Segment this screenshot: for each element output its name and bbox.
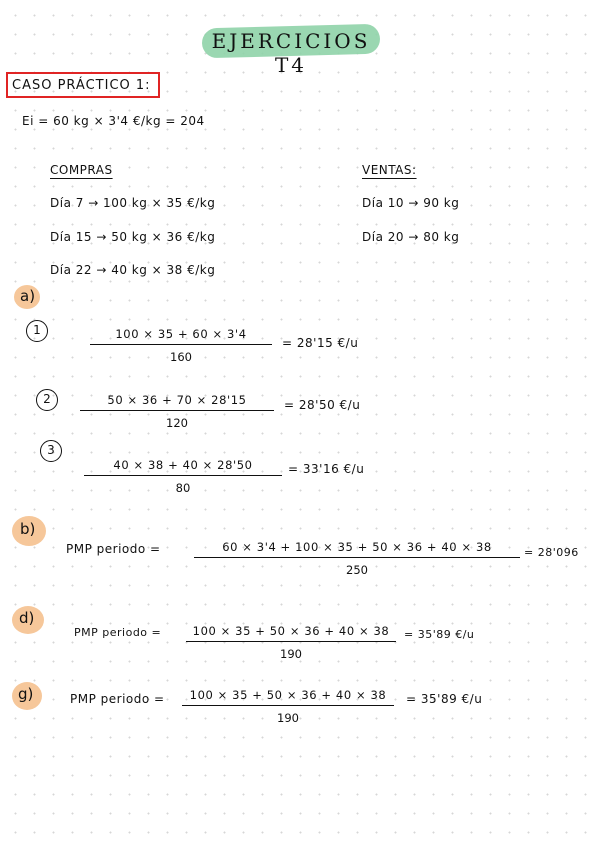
pmp-prefix: PMP periodo =: [74, 626, 162, 639]
fraction: [186, 624, 396, 661]
fraction-denominator: 80: [175, 481, 191, 495]
fraction-denominator: 190: [280, 647, 302, 661]
pmp-result: = 28'096: [524, 546, 579, 559]
fraction-numerator: 100 × 35 + 50 × 36 + 40 × 38: [186, 624, 396, 642]
compras-line: Día 22 → 40 kg × 38 €/kg: [50, 263, 216, 277]
pmp-prefix: PMP periodo =: [66, 542, 161, 556]
fraction-numerator: 100 × 35 + 50 × 36 + 40 × 38: [182, 688, 394, 706]
fraction-denominator: 160: [170, 350, 192, 364]
fraction-numerator: 60 × 3'4 + 100 × 35 + 50 × 36 + 40 × 38: [194, 540, 520, 558]
fraction-numerator: 40 × 38 + 40 × 28'50: [84, 458, 282, 476]
compras-header: COMPRAS: [50, 163, 113, 177]
fraction: [80, 393, 274, 430]
fraction: [182, 688, 394, 725]
pmp-prefix: PMP periodo =: [70, 692, 165, 706]
fraction: [90, 327, 272, 364]
fraction-denominator: 190: [277, 711, 299, 725]
compras-line: Día 15 → 50 kg × 36 €/kg: [50, 230, 216, 244]
step-result: = 28'15 €/u: [282, 336, 359, 350]
ei-line: Ei = 60 kg × 3'4 €/kg = 204: [22, 114, 205, 128]
part-d-label: d): [19, 609, 35, 627]
step-result: = 33'16 €/u: [288, 462, 365, 476]
fraction: [84, 458, 282, 495]
fraction-denominator: 250: [346, 563, 368, 577]
compras-line: Día 7 → 100 kg × 35 €/kg: [50, 196, 216, 210]
fraction-numerator: 100 × 35 + 60 × 3'4: [90, 327, 272, 345]
part-b-label: b): [20, 520, 36, 538]
page-title: EJERCICIOS T4: [211, 29, 371, 77]
part-g-label: g): [18, 685, 34, 703]
fraction-denominator: 120: [166, 416, 188, 430]
step-marker: 3: [40, 440, 62, 462]
step-marker: 1: [26, 320, 48, 342]
part-a-label: a): [20, 287, 36, 305]
title-block: [202, 22, 380, 77]
step-result: = 28'50 €/u: [284, 398, 361, 412]
ventas-line: Día 10 → 90 kg: [362, 196, 460, 210]
case-title: CASO PRÁCTICO 1:: [12, 78, 151, 93]
pmp-result: = 35'89 €/u: [404, 628, 475, 641]
ventas-line: Día 20 → 80 kg: [362, 230, 460, 244]
pmp-result: = 35'89 €/u: [406, 692, 483, 706]
step-marker: 2: [36, 389, 58, 411]
ventas-header: VENTAS:: [362, 163, 417, 177]
fraction-numerator: 50 × 36 + 70 × 28'15: [80, 393, 274, 411]
fraction: [194, 540, 520, 577]
